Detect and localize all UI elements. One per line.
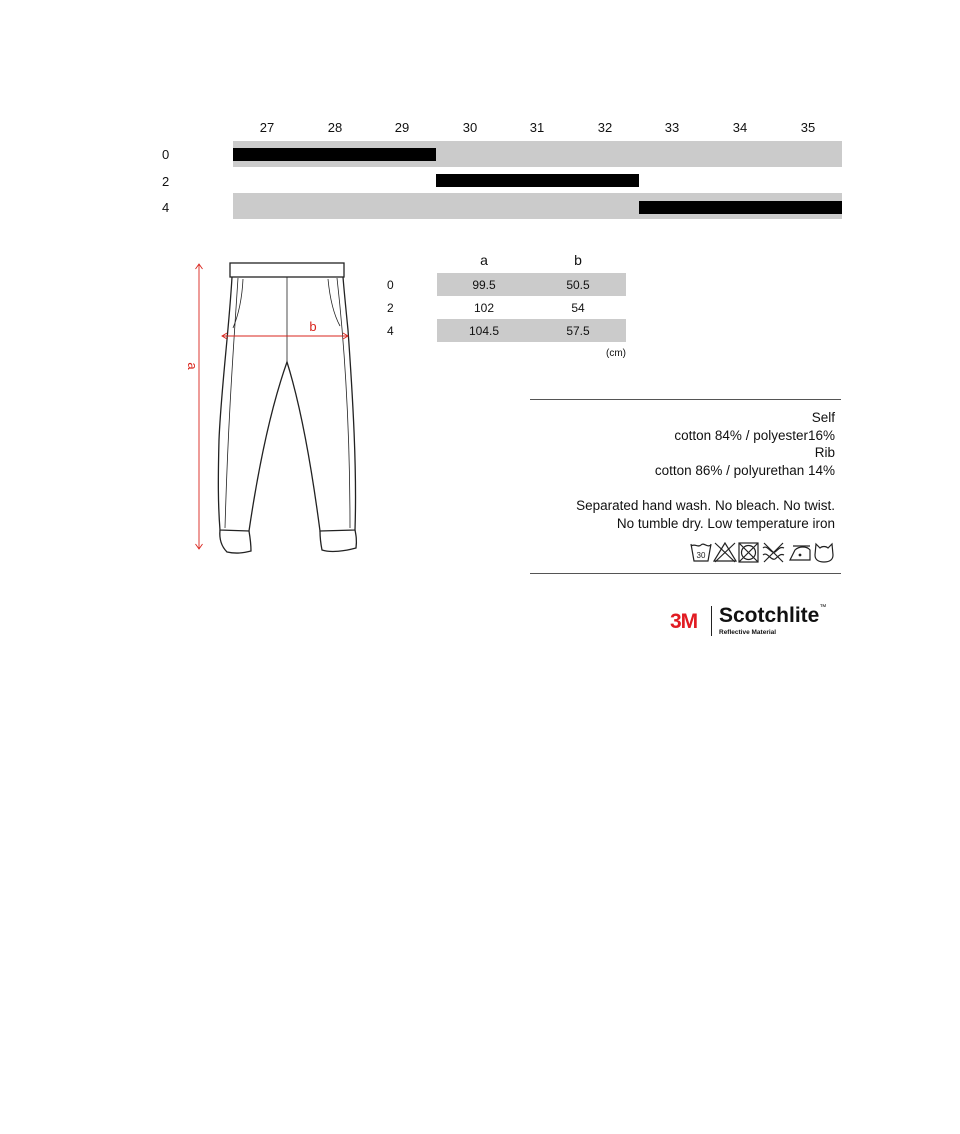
hand-wash-30-icon [691, 544, 711, 561]
table-cell-b: 54 [571, 301, 585, 315]
product-name [719, 604, 826, 628]
waist-tick: 30 [462, 120, 478, 135]
no-wring-icon [763, 543, 784, 562]
table-cell-a: 102 [473, 301, 495, 315]
rib-composition: cotton 86% / polyurethan 14% [654, 463, 835, 478]
size-row-track [233, 193, 842, 219]
care-icons [689, 540, 837, 564]
product-name-text: Scotchlite [719, 604, 820, 627]
unit-label: (cm) [606, 348, 626, 359]
waist-tick: 34 [732, 120, 748, 135]
measure-b-label: b [309, 319, 317, 334]
pants-outline [218, 263, 356, 553]
divider [530, 573, 841, 574]
product-subtitle: Reflective Material [719, 629, 777, 636]
size-row-label: 4 [162, 200, 170, 215]
waist-tick: 31 [529, 120, 545, 135]
care-instructions-1: Separated hand wash. No bleach. No twist. [576, 498, 835, 513]
size-range-bar [233, 148, 436, 161]
table-cell-a: 104.5 [468, 324, 500, 338]
table-header-b: b [574, 252, 582, 268]
care-instructions-2: No tumble dry. Low temperature iron [616, 516, 835, 531]
table-size-label: 0 [387, 278, 394, 292]
size-row-label: 0 [162, 147, 170, 162]
low-iron-icon [790, 546, 810, 560]
rib-label: Rib [814, 445, 835, 460]
table-size-label: 4 [387, 324, 394, 338]
table-header-a: a [480, 252, 488, 268]
divider [530, 399, 841, 400]
waist-tick: 35 [800, 120, 816, 135]
brand-3m-logo: 3M [670, 610, 698, 633]
table-cell-b: 57.5 [566, 324, 590, 338]
waist-tick: 27 [259, 120, 275, 135]
size-range-bar [639, 201, 842, 214]
waist-tick: 32 [597, 120, 613, 135]
measure-b-arrow [222, 333, 348, 339]
size-row-track [233, 167, 842, 193]
waist-tick: 29 [394, 120, 410, 135]
no-bleach-icon [714, 543, 736, 562]
measure-a-arrow [196, 264, 203, 549]
trademark-mark: ™ [819, 604, 827, 611]
size-row-label: 2 [162, 174, 170, 189]
waist-tick: 28 [327, 120, 343, 135]
size-row-track [233, 141, 842, 167]
table-cell-a: 99.5 [472, 278, 496, 292]
size-range-bar [436, 174, 639, 187]
logo-separator [711, 606, 712, 636]
waist-tick: 33 [664, 120, 680, 135]
wash-temp: 30 [696, 551, 706, 560]
pants-diagram [175, 255, 375, 560]
measure-a-label: a [185, 362, 200, 370]
no-tumble-dry-icon [739, 543, 758, 562]
self-label: Self [811, 410, 835, 425]
table-size-label: 2 [387, 301, 394, 315]
self-composition: cotton 84% / polyester16% [674, 428, 835, 443]
hang-dry-icon [815, 544, 833, 562]
table-cell-b: 50.5 [566, 278, 590, 292]
